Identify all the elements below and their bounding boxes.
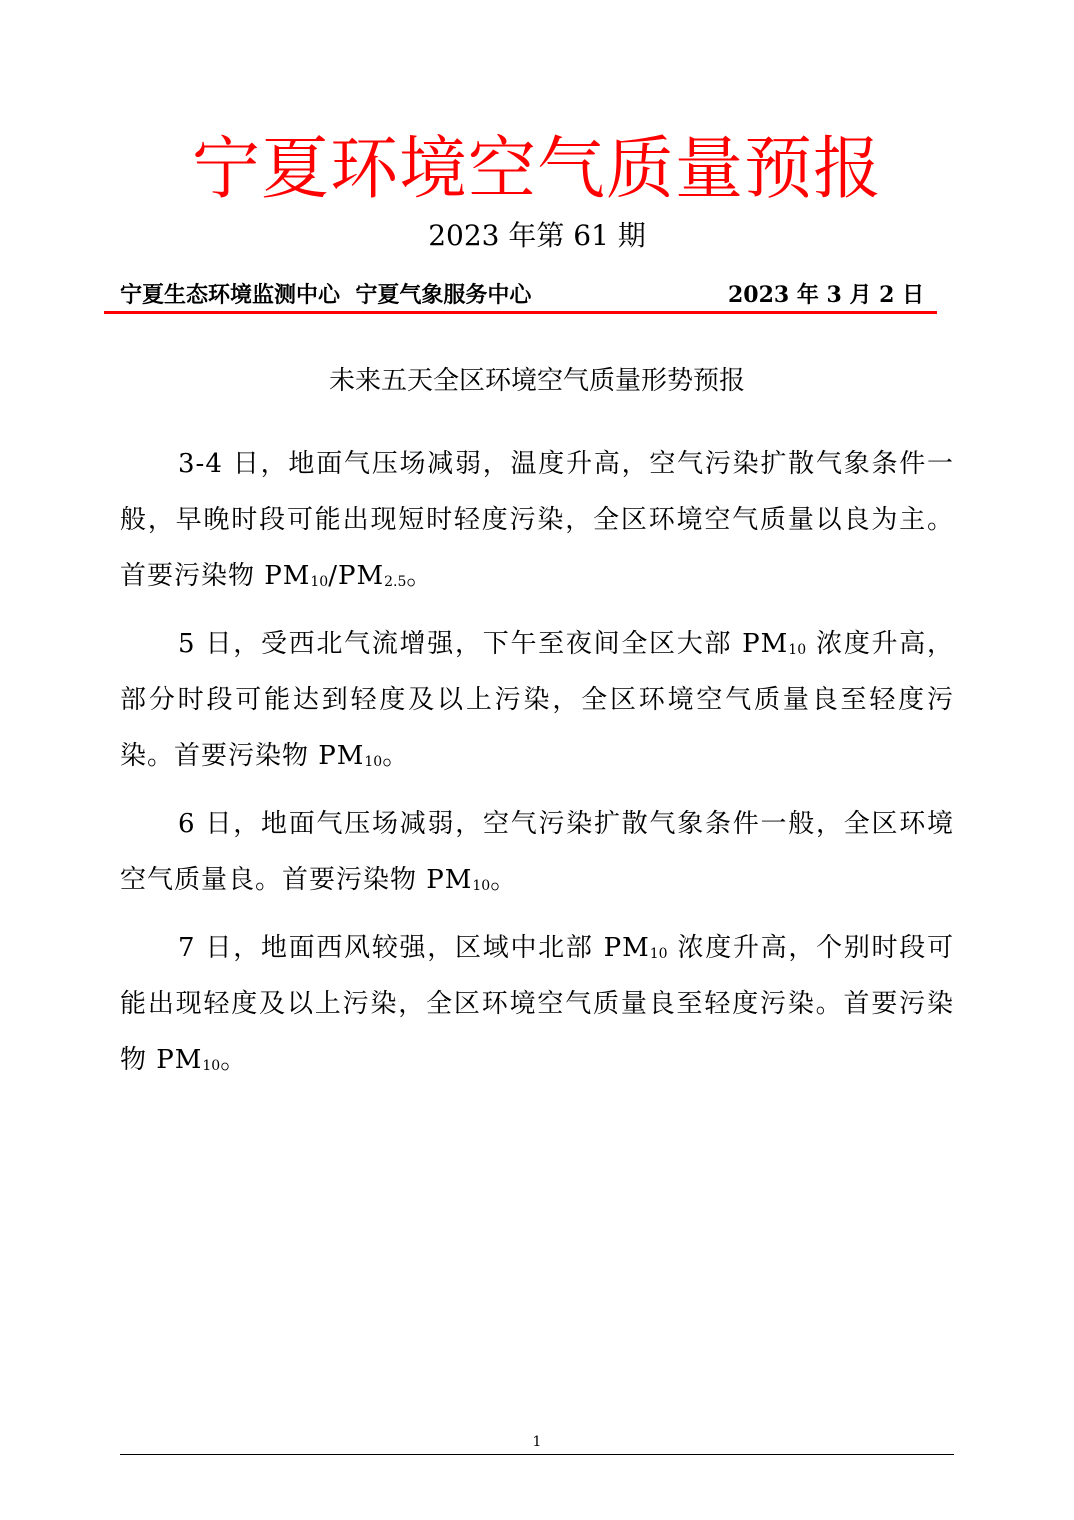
forecast-paragraph-3-4 [120,436,954,604]
subscript: 10 [202,1058,221,1074]
paragraph-text: 。 [406,561,434,591]
paragraph-text: 。 [490,865,518,895]
forecast-paragraph-5 [120,616,954,784]
paragraph-text: 3-4 日，地面气压场减弱，温度升高，空气污染扩散气象条件一般，早晚时段可能出现短时轻度污染，全区环境空气质量以良为主。首要污染物 PM [120,449,954,591]
subscript: 10 [364,754,383,770]
paragraph-text: 7 日，地面西风较强，区域中北部 PM [178,933,650,963]
subscript: 10 [649,946,668,962]
subscript: 10 [310,574,329,590]
issue-date: 2023 年 3 月 2 日 [728,282,925,308]
paragraph-text: 浓度升高，部分时段可能达到轻度及以上污染，全区环境空气质量良至轻度污染。首要污染物 PM [120,629,954,771]
subscript: 10 [472,878,491,894]
paragraph-text: /PM [328,561,385,591]
subscript: 2.5 [384,574,407,590]
issue-number: 2023 年第 61 期 [428,219,646,252]
footer-divider [120,1454,954,1455]
issuing-agencies: 宁夏生态环境监测中心 宁夏气象服务中心 [120,282,532,308]
section-title: 未来五天全区环境空气质量形势预报 [328,366,745,396]
forecast-paragraph-7 [120,920,954,1088]
document-title: 宁夏环境空气质量预报 [191,130,882,209]
header-divider [104,311,937,314]
paragraph-text: 。 [382,741,410,771]
forecast-paragraph-6 [120,796,954,908]
subscript: 10 [788,642,807,658]
paragraph-text: 。 [220,1045,248,1075]
page-number: 1 [532,1434,542,1450]
paragraph-text: 6 日，地面气压场减弱，空气污染扩散气象条件一般，全区环境空气质量良。首要污染物 PM [120,809,954,895]
paragraph-text: 5 日，受西北气流增强，下午至夜间全区大部 PM [178,629,789,659]
paragraph-text: 浓度升高，个别时段可能出现轻度及以上污染，全区环境空气质量良至轻度污染。首要污染物 PM [120,933,954,1075]
